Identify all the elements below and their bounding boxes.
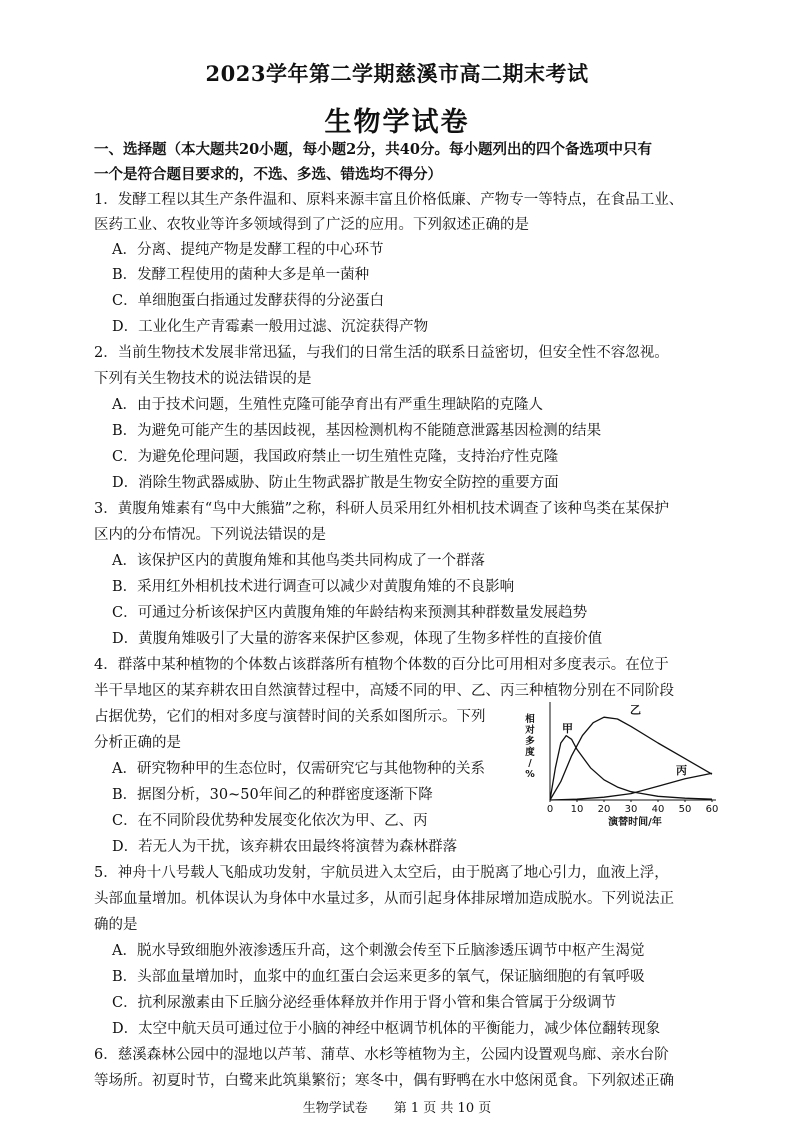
q5-option-b: B．头部血量增加时，血浆中的血红蛋白会运来更多的氧气，保证脑细胞的有氧呼吸 <box>112 969 645 985</box>
x-axis-label: 演替时间/年 <box>608 817 662 826</box>
series-label-0: 甲 <box>562 721 573 735</box>
exam-title: 2023学年第二学期慈溪市高二期末考试 <box>205 61 589 86</box>
y-axis-label <box>524 713 535 780</box>
q5-option-d: D．太空中航天员可通过位于小脑的神经中枢调节机体的平衡能力，减少体位翻转现象 <box>112 1021 661 1037</box>
q5-stem-line3: 确的是 <box>94 917 138 933</box>
q4-option-a: A．研究物种甲的生态位时，仅需研究它与其他物种的关系 <box>112 761 485 777</box>
y-axis-label-char: % <box>525 769 535 780</box>
q6-stem-line2: 等场所。初夏时节，白鹭来此筑巢繁衍；寒冬中，偶有野鸭在水中悠闲觅食。下列叙述正确 <box>94 1073 674 1089</box>
x-tick-label: 0 <box>546 804 554 815</box>
exam-subject-title: 生物学试卷 <box>324 107 470 138</box>
x-tick-label: 40 <box>651 804 665 815</box>
q2-option-b: B．为避免可能产生的基因歧视，基因检测机构不能随意泄露基因检测的结果 <box>112 423 602 439</box>
series-label-2: 丙 <box>676 764 687 778</box>
q4-option-d: D．若无人为干扰，该弃耕农田最终将演替为森林群落 <box>112 839 458 855</box>
q4-stem-line1: 4．群落中某种植物的个体数占该群落所有植物个体数的百分比可用相对多度表示。在位于 <box>94 657 669 673</box>
series-line-2 <box>550 773 712 800</box>
q1-option-a: A．分离、提纯产物是发酵工程的中心环节 <box>112 242 384 258</box>
q3-stem-line2: 区内的分布情况。下列说法错误的是 <box>94 527 326 543</box>
q4-stem-line4: 分析正确的是 <box>94 735 181 751</box>
q4-stem-line2: 半干旱地区的某弃耕农田自然演替过程中，高矮不同的甲、乙、丙三种植物分别在不同阶段 <box>94 683 674 699</box>
q3-option-a: A．该保护区内的黄腹角雉和其他鸟类共同构成了一个群落 <box>112 553 485 569</box>
q4-option-b: B．据图分析，30~50年间乙的种群密度逐渐下降 <box>112 787 433 803</box>
section-heading-line2: 一个是符合题目要求的，不选、多选、错选均不得分） <box>94 166 442 183</box>
series-line-1 <box>550 717 712 800</box>
y-axis-label-char: 相 <box>525 714 535 725</box>
q3-option-d: D．黄腹角雉吸引了大量的游客来保护区参观，体现了生物多样性的直接价值 <box>112 631 603 647</box>
section-heading-line1: 一、选择题（本大题共20小题，每小题2分，共40分。每小题列出的四个备选项中只有 <box>94 141 652 158</box>
q2-option-c: C．为避免伦理问题，我国政府禁止一切生殖性克隆，支持治疗性克隆 <box>112 449 559 465</box>
x-tick-label: 10 <box>570 804 584 815</box>
q1-option-c: C．单细胞蛋白指通过发酵获得的分泌蛋白 <box>112 293 385 309</box>
y-axis-label-char: 度 <box>525 747 535 758</box>
x-tick-label: 30 <box>624 804 638 815</box>
q3-option-b: B．采用红外相机技术进行调查可以减少对黄腹角雉的不良影响 <box>112 579 515 595</box>
q2-stem-line1: 2．当前生物技术发展非常迅猛，与我们的日常生活的联系日益密切，但安全性不容忽视。 <box>94 345 669 361</box>
q5-stem-line2: 头部血量增加。机体误认为身体中水量过多，从而引起身体排尿增加造成脱水。下列说法正 <box>94 891 674 907</box>
q1-stem-line1: 1．发酵工程以其生产条件温和、原料来源丰富且价格低廉、产物专一等特点，在食品工业、 <box>94 192 684 208</box>
q3-option-c: C．可通过分析该保护区内黄腹角雉的年龄结构来预测其种群数量发展趋势 <box>112 605 588 621</box>
x-tick-label: 60 <box>705 804 719 815</box>
succession-chart <box>520 700 720 826</box>
series-line-0 <box>550 736 712 800</box>
q2-stem-line2: 下列有关生物技术的说法错误的是 <box>94 371 312 387</box>
x-tick-label: 20 <box>597 804 611 815</box>
q5-option-c: C．抗利尿激素由下丘脑分泌经垂体释放并作用于肾小管和集合管属于分级调节 <box>112 995 617 1011</box>
q1-stem-line2: 医药工业、农牧业等许多领域得到了广泛的应用。下列叙述正确的是 <box>94 217 529 233</box>
x-tick-label: 50 <box>678 804 692 815</box>
page-footer: 生物学试卷 第 1 页 共 10 页 <box>302 1101 492 1116</box>
q2-option-a: A．由于技术问题，生殖性克隆可能孕育出有严重生理缺陷的克隆人 <box>112 397 543 413</box>
series-label-1: 乙 <box>630 703 641 717</box>
q4-option-c: C．在不同阶段优势种发展变化依次为甲、乙、丙 <box>112 813 428 829</box>
q3-stem-line1: 3．黄腹角雉素有“鸟中大熊猫”之称，科研人员采用红外相机技术调查了该种鸟类在某保护 <box>94 501 670 517</box>
q1-option-b: B．发酵工程使用的菌种大多是单一菌种 <box>112 267 370 283</box>
y-axis-label-char: 对 <box>525 725 535 736</box>
y-axis-label-char: 多 <box>525 736 535 747</box>
q4-stem-line3: 占据优势，它们的相对多度与演替时间的关系如图所示。下列 <box>94 709 486 725</box>
q2-option-d: D．消除生物武器威胁、防止生物武器扩散是生物安全防控的重要方面 <box>112 475 559 491</box>
q1-option-d: D．工业化生产青霉素一般用过滤、沉淀获得产物 <box>112 319 429 335</box>
q6-stem-line1: 6．慈溪森林公园中的湿地以芦苇、蒲草、水杉等植物为主，公园内设置观鸟廊、亲水台阶 <box>94 1047 669 1063</box>
q5-stem-line1: 5．神舟十八号载人飞船成功发射，宇航员进入太空后，由于脱离了地心引力，血液上浮， <box>94 865 669 881</box>
y-axis-label-char: / <box>528 758 532 769</box>
q5-option-a: A．脱水导致细胞外液渗透压升高，这个刺激会传至下丘脑渗透压调节中枢产生渴觉 <box>112 943 645 959</box>
